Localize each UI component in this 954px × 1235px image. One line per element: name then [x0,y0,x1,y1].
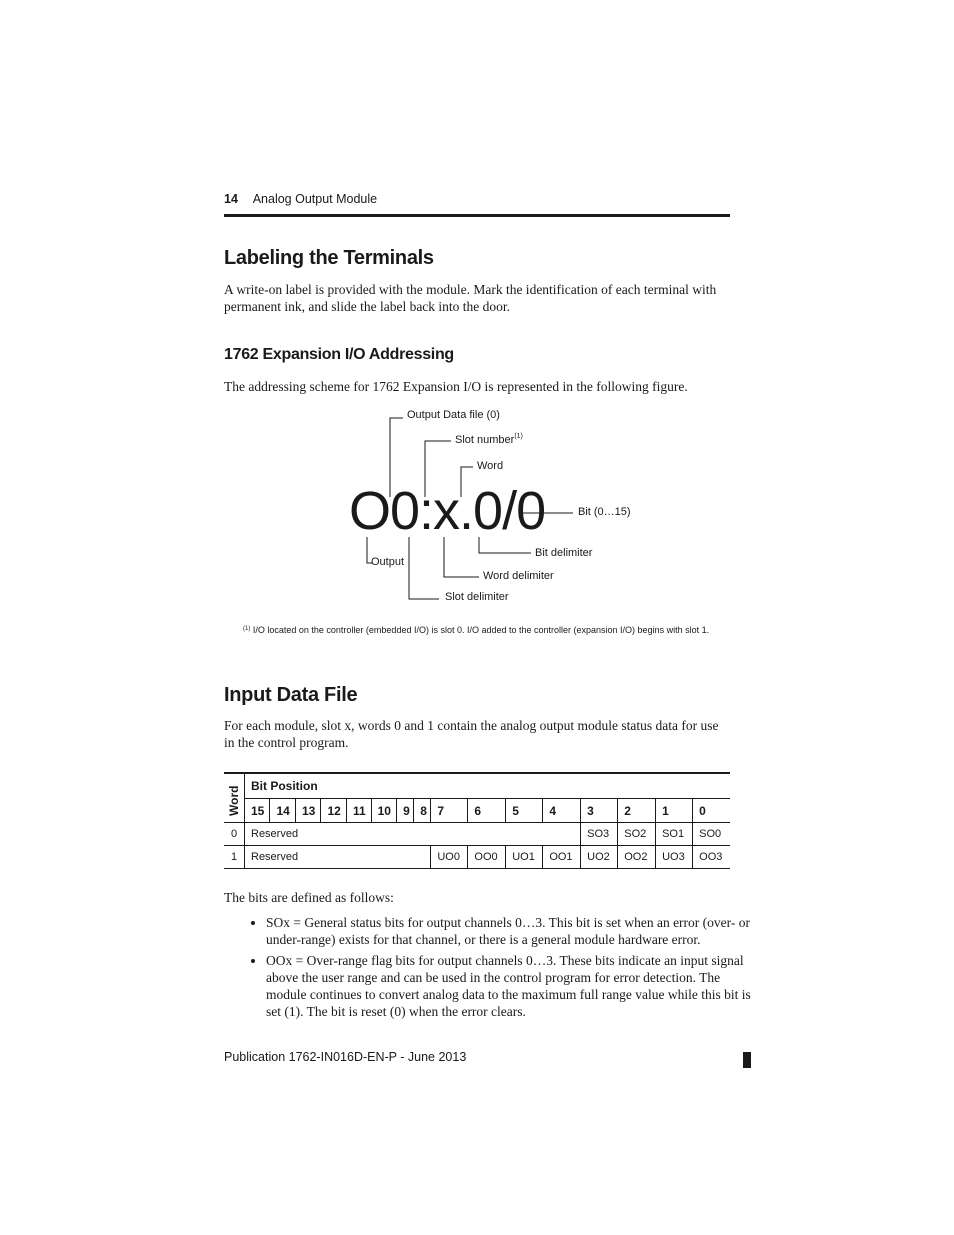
heading-expansion-addressing: 1762 Expansion I/O Addressing [224,346,454,363]
label-output: Output [371,556,405,568]
bit-position-header: Bit Position [245,773,731,799]
word-header-text: Word [227,785,241,816]
list-item: • SOx = General status bits for output channels 0…3. This bit is set when an error (over- or under-range) exists for that channel, or there is a general module hardware error. [266,914,754,948]
word-cell: 1 [224,846,245,869]
running-header-title: Analog Output Module [252,192,378,206]
bit-header: 13 [295,799,320,823]
reserved-cell: Reserved [245,846,431,869]
figure-footnote [243,625,709,635]
table-row [224,823,730,846]
label-slot-delimiter: Slot delimiter [445,591,509,603]
bits-defined-intro: The bits are defined as follows: [224,890,394,905]
heading-input-data-file: Input Data File [224,684,358,706]
bit-header: 6 [468,799,506,823]
expansion-paragraph: The addressing scheme for 1762 Expansion I/O is represented in the following figure. [224,379,688,394]
heading-labeling-terminals: Labeling the Terminals [224,247,434,269]
bit-cell: UO3 [656,846,693,869]
bit-position-table [224,772,730,869]
bit-cell: OO1 [543,846,581,869]
table-row [224,846,730,869]
bit-cell: OO0 [468,846,506,869]
label-slot-number [455,433,523,446]
page-number: 14 [224,192,238,206]
bit-header: 9 [397,799,414,823]
bit-header: 8 [414,799,431,823]
label-bit-delimiter: Bit delimiter [535,547,593,559]
label-output-data-file: Output Data file (0) [407,409,500,421]
label-word-delimiter: Word delimiter [483,570,554,582]
bit-header: 12 [321,799,346,823]
publication-footer: Publication 1762-IN016D-EN-P - June 2013 [224,1050,467,1064]
label-slot-number-text: Slot number [455,434,515,446]
header-rule [224,214,730,217]
bit-header: 10 [371,799,396,823]
bit-cell: SO3 [581,823,618,846]
bit-cell: UO0 [431,846,468,869]
footnote-text: I/O located on the controller (embedded I/O) is slot 0. I/O added to the controller (expansion I/O) begins with slot 1. [252,625,710,635]
label-word: Word [477,460,504,472]
bit-cell: SO2 [618,823,656,846]
bit-header: 15 [245,799,270,823]
bit-number-row [224,799,730,823]
bit-header: 14 [270,799,295,823]
bit-cell: SO0 [693,823,730,846]
bit-header: 5 [506,799,543,823]
bit-cell: UO2 [581,846,618,869]
bit-cell: OO2 [618,846,656,869]
address-example: O0:x.0/0 [349,481,546,541]
bit-header: 4 [543,799,581,823]
input-data-paragraph: For each module, slot x, words 0 and 1 contain the analog output module status data for use in the control program. [224,718,719,750]
labeling-paragraph: A write-on label is provided with the module. Mark the identification of each terminal with permanent ink, and slide the label back into the door. [224,282,717,314]
reserved-cell: Reserved [245,823,581,846]
label-slot-number-footnote-ref: (1) [514,433,523,440]
bit-header: 2 [618,799,656,823]
bit-cell: UO1 [506,846,543,869]
footnote-marker: (1) [243,626,251,632]
bit-header: 7 [431,799,468,823]
word-cell: 0 [224,823,245,846]
bit-definitions-list [242,914,754,1024]
list-item: • OOx = Over-range flag bits for output channels 0…3. These bits indicate an input signal above the user range and can be used in the control program for error detection. The module continues to convert analog data to the maximum full range value while this bit is set (1). The bit is reset (0) when the error clears. [266,952,754,1020]
label-bit: Bit (0…15) [578,506,631,518]
page-edge-marker [743,1052,751,1068]
running-header [224,192,377,206]
bit-header: 1 [656,799,693,823]
bit-header: 0 [693,799,730,823]
word-column-header [224,773,245,823]
bit-cell: SO1 [656,823,693,846]
addressing-figure [224,405,730,610]
bit-header: 11 [346,799,371,823]
bit-header: 3 [581,799,618,823]
bit-cell: OO3 [693,846,730,869]
